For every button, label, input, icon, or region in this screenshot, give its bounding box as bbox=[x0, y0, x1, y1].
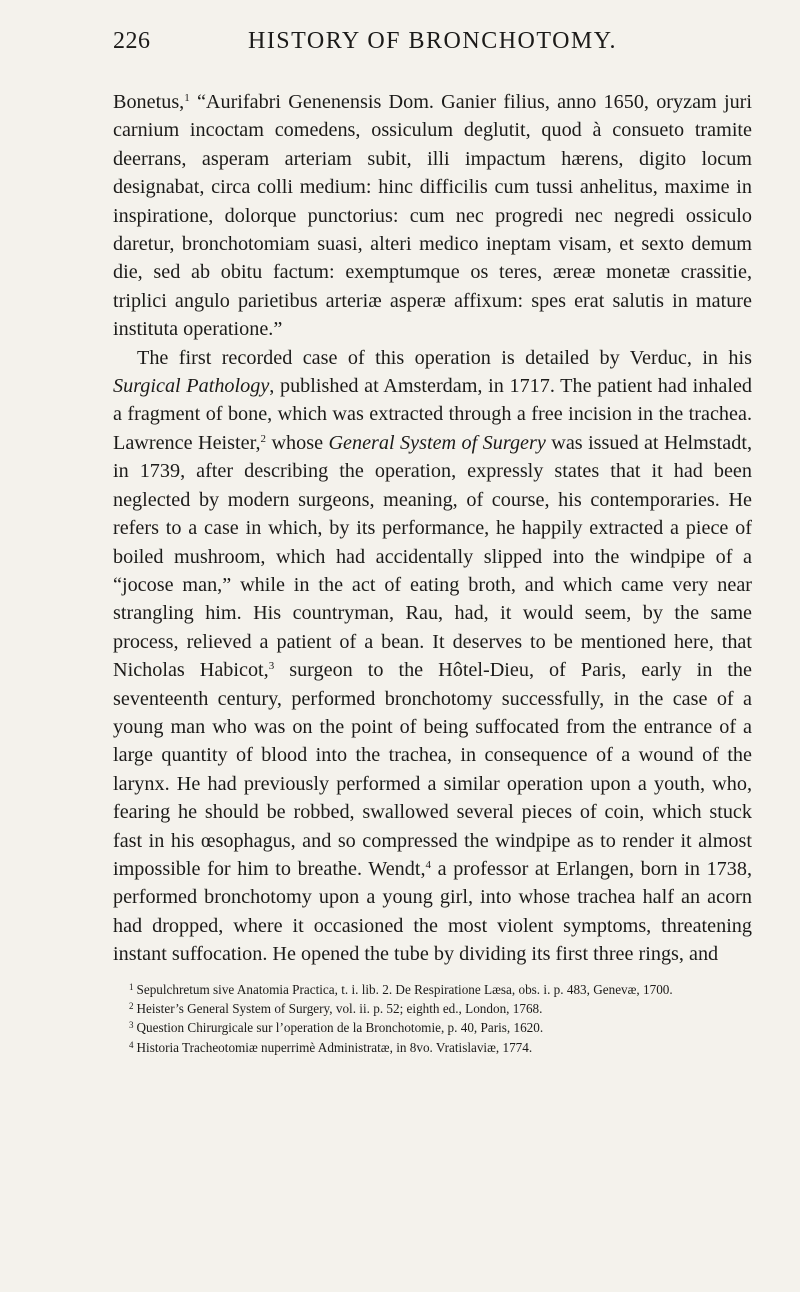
text-run: a professor at Erlangen, born in 1738, performed bronchotomy upon a young girl, into whose trachea half an acorn had dropped, where it occasioned the most violent symptoms, threatening instant suffocation. He opened the tube by dividing its first three rings, and bbox=[113, 857, 752, 966]
paragraph bbox=[113, 344, 752, 969]
running-title: HISTORY OF BRONCHOTOMY. bbox=[247, 28, 618, 54]
footnote-mark: 3 bbox=[129, 1020, 134, 1031]
book-title: Surgical Pathology bbox=[113, 375, 270, 398]
text-run: surgeon to the Hôtel-Dieu, of Paris, early in the seventeenth century, performed bronchotomy successfully, in the case of a young man who was on the point of being suffocated from the entrance of a large quantity of blood into the trachea, in consequence of a wound of the larynx. He had previously performed a similar operation upon a youth, who, fearing he should be robbed, swallowed several pieces of coin, which stuck fast in his œsophagus, and so compressed the windpipe as to render it almost impossible for him to breathe. Wendt, bbox=[113, 659, 752, 880]
text-run: , published at Amsterdam, in 1717. The patient had inhaled a fragment of bone, which was extracted through a free incision in the trachea. Lawrence Heister, bbox=[113, 375, 753, 454]
footnotes bbox=[113, 979, 752, 1057]
text-run: was issued at Helmstadt, in 1739, after describing the operation, expressly states that it had been neglected by modern surgeons, meaning, of course, his contemporaries. He refers to a case in which, by its performance, he happily extracted a piece of boiled mushroom, which had accidentally slipped into the windpipe of a “jocose man,” while in the act of eating broth, and which came very near strangling him. His countryman, Rau, had, it would seem, by the same process, relieved a patient of a bean. It deserves to be mentioned here, that Nicholas Habicot, bbox=[113, 431, 752, 682]
footnote-reference: 3 bbox=[268, 660, 275, 673]
footnote bbox=[113, 979, 752, 998]
text-run: whose bbox=[266, 431, 329, 454]
footnote-mark: 1 bbox=[129, 981, 134, 992]
footnote bbox=[113, 1017, 752, 1036]
footnote-text: Historia Tracheotomiæ nuperrimè Administratæ, in 8vo. Vratislaviæ, 1774. bbox=[136, 1039, 533, 1055]
footnote bbox=[113, 998, 752, 1017]
footnote-reference: 1 bbox=[184, 92, 190, 104]
footnote-mark: 2 bbox=[129, 1001, 134, 1011]
footnote-reference: 4 bbox=[425, 858, 432, 871]
book-title: General System of Surgery bbox=[328, 431, 546, 454]
footnote-reference: 2 bbox=[260, 432, 267, 445]
running-head bbox=[113, 28, 752, 62]
footnote-text: Heister’s General System of Surgery, vol. ii. p. 52; eighth ed., London, 1768. bbox=[136, 1001, 543, 1016]
footnote-text: Sepulchretum sive Anatomia Practica, t. i. lib. 2. De Respiratione Læsa, obs. i. p. 483, Genevæ, 1700. bbox=[136, 981, 673, 997]
body-text bbox=[113, 88, 752, 969]
page-number: 226 bbox=[113, 28, 151, 54]
footnote bbox=[113, 1037, 752, 1056]
footnote-text: Question Chirurgicale sur l’operation de la Bronchotomie, p. 40, Paris, 1620. bbox=[136, 1020, 544, 1036]
footnote-mark: 4 bbox=[129, 1039, 134, 1050]
text-run: Bonetus, bbox=[113, 91, 185, 113]
text-run: “Aurifabri Genenensis Dom. Ganier filius, anno 1650, oryzam juri carnium incoctam comedens, ossiculum deglutit, quod à consueto tramite deerrans, asperam arteriam subit, illi impactum hærens, digito locum designabat, circa colli medium: hinc difficilis cum tussi anhelitus, maxime in inspiratione, dolorque punctorius: cum nec progredi nec negredi ossiculo daretur, bronchotomiam suasi, alteri medico ineptam visam, et sexto demum die, sed ab obitu factum: exemptumque os teres, æreæ monetæ crassitie, triplici angulo parietibus arteriæ asperæ affixum: spes erat salutis in mature instituta operatione.” bbox=[113, 91, 752, 341]
text-run: The first recorded case of this operation is detailed by Verduc, in his bbox=[137, 346, 752, 369]
paragraph bbox=[113, 88, 752, 344]
